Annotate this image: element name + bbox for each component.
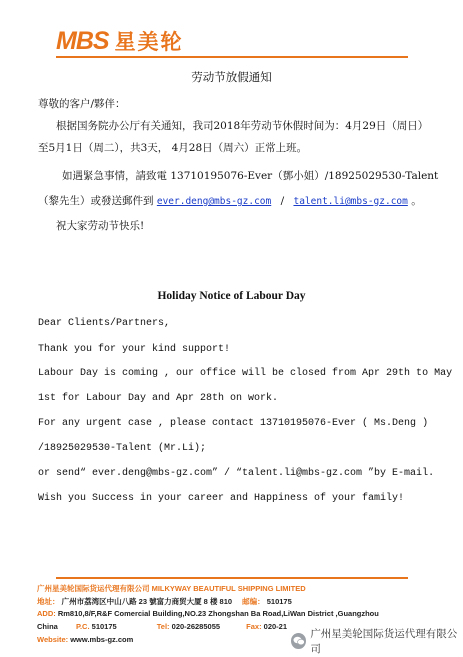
footer-contact-row <box>37 622 287 631</box>
english-line-email: or send“ ever.deng@mbs-gz.com” / “talent.li@mbs-gz.com ”by E-mail. <box>38 468 435 479</box>
tel-value: 020-26285055 <box>171 622 221 631</box>
pc-value: 510175 <box>91 622 117 631</box>
postcode-label: 邮编： <box>242 597 265 606</box>
header-divider <box>56 56 408 58</box>
postcode-value: 510175 <box>266 597 292 606</box>
english-line-closure-1: Labour Day is coming , our office will be closed from Apr 29th to May <box>38 368 453 379</box>
company-logo <box>56 26 184 56</box>
fax-value: 020-21 <box>263 622 288 631</box>
chinese-contact-line-1: 如遇緊急事情，請致電 13710195076-Ever（鄧小姐）/18925029530-Talent <box>62 170 439 182</box>
chinese-notice-title: 劳动节放假通知 <box>191 70 272 84</box>
english-line-closure-2: 1st for Labour Day and Apr 28th on work. <box>38 393 279 404</box>
address-label: 地址： <box>37 597 60 606</box>
contact-prefix: （黎先生）或發送郵件到 <box>38 195 154 207</box>
english-line-contact-2: /18925029530-Talent (Mr.Li); <box>38 443 207 454</box>
add-value: Rm810,8/F,R&F Comercial Building,NO.23 Zhongshan Ba Road,LiWan District ,Guangzhou <box>57 609 379 618</box>
wechat-glyph-icon <box>293 636 305 646</box>
english-line-thanks: Thank you for your kind support! <box>38 344 231 355</box>
logo-chinese: 星美轮 <box>114 30 184 54</box>
chinese-closing: 祝大家劳动节快乐! <box>56 220 145 232</box>
english-line-contact-1: For any urgent case , please contact 13710195076-Ever ( Ms.Deng ) <box>38 418 429 429</box>
footer-company-name: 广州星美轮国际货运代理有限公司 MILKYWAY BEAUTIFUL SHIPPING LIMITED <box>37 584 306 593</box>
contact-suffix: 。 <box>411 195 422 207</box>
footer-divider <box>56 577 408 579</box>
email-separator: / <box>280 195 285 207</box>
wechat-watermark <box>289 625 463 657</box>
chinese-salutation: 尊敬的客户/夥伴： <box>38 98 126 110</box>
tel-label: Tel: <box>156 622 170 631</box>
add-value-country: China <box>37 622 58 631</box>
logo-latin: MBS <box>56 26 109 55</box>
wechat-icon <box>291 633 306 649</box>
footer-address-en <box>37 609 379 618</box>
english-line-wishes: Wish you Success in your career and Happiness of your family! <box>38 493 405 504</box>
chinese-contact-line-2 <box>38 193 422 208</box>
add-label: ADD: <box>37 609 56 618</box>
fax-label: Fax: <box>246 622 262 631</box>
watermark-text: 广州星美轮国际货运代理有限公司 <box>310 628 458 655</box>
chinese-body-line-1: 根据国务院办公厅有关通知，我司2018年劳动节休假时间为：4月29日（周日） <box>56 120 429 132</box>
website-label: Website: <box>37 635 69 644</box>
email-ever-link[interactable]: ever.deng@mbs-gz.com <box>156 196 272 207</box>
website-value[interactable]: www.mbs-gz.com <box>70 635 134 644</box>
pc-label: P.C. <box>75 622 90 631</box>
footer-website-row <box>37 635 133 644</box>
footer-address-cn <box>37 596 292 607</box>
english-line-salutation: Dear Clients/Partners, <box>38 318 171 329</box>
english-notice-title: Holiday Notice of Labour Day <box>157 290 306 302</box>
address-value: 广州市荔湾区中山八路 23 號富力商贸大厦 8 楼 810 <box>61 597 233 606</box>
email-talent-link[interactable]: talent.li@mbs-gz.com <box>293 196 408 207</box>
chinese-body-line-2: 至5月1日（周二），共3天， 4月28日（周六）正常上班。 <box>38 142 308 154</box>
